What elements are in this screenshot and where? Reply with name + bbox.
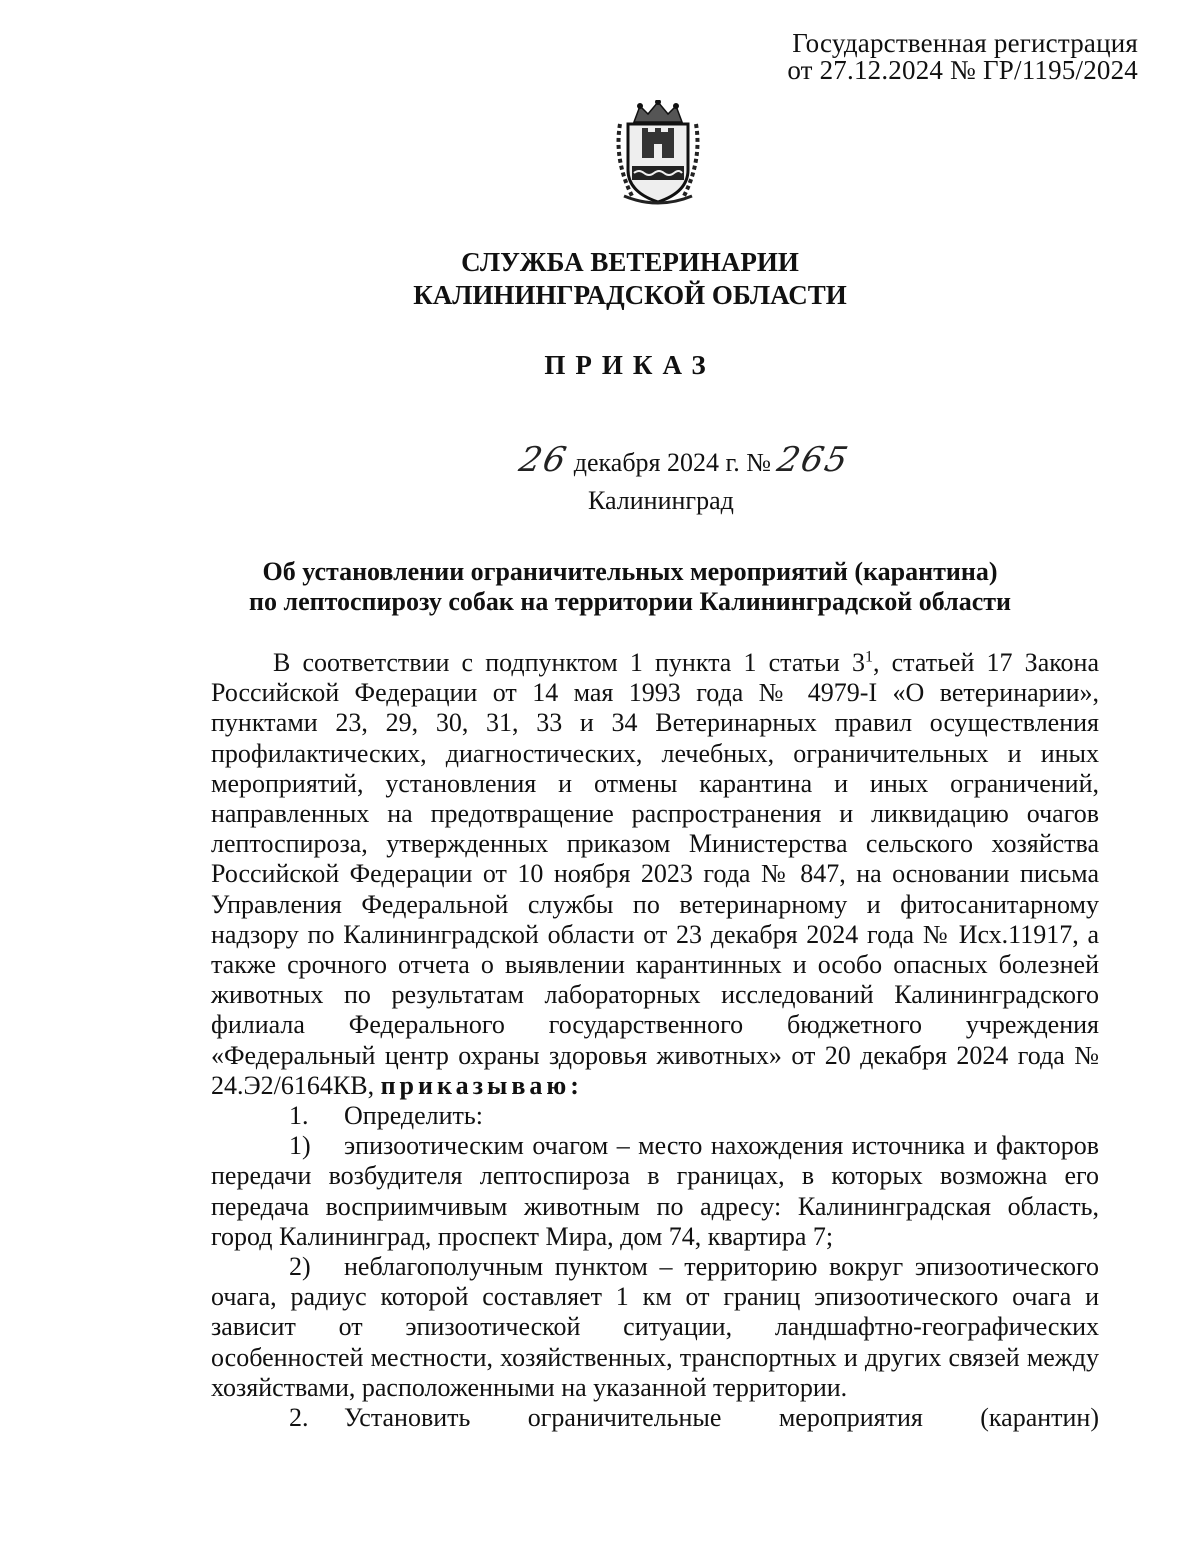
sub-item-1-number: 1) — [289, 1131, 311, 1161]
sub-item-1-text: эпизоотическим очагом – место нахождения источника и факторов передачи возбудителя лептоспироза в границах, в которых возможна его передача восприимчивым животным по адресу: Калининградская область, город Калининград, проспект Мира, дом 74, квартира 7; — [211, 1131, 1099, 1251]
sub-item-1 — [211, 1131, 1099, 1252]
document-title-line-1: Об установлении ограничительных мероприятий (карантина) — [262, 557, 998, 586]
registration-line-2: от 27.12.2024 № ГР/1195/2024 — [787, 55, 1138, 85]
organization-name-line-2: КАЛИНИНГРАДСКОЙ ОБЛАСТИ — [413, 280, 847, 310]
sub-item-2-text: неблагополучным пунктом – территорию вокруг эпизоотического очага, радиус которой составляет 1 км от границ эпизоотического очага и зависит от эпизоотической ситуации, ландшафтно-географических особенностей местности, хозяйственных, транспортных и других связей между хозяйствами, расположенными на указанной территории. — [211, 1252, 1099, 1402]
handwritten-day: 26 — [515, 440, 572, 480]
organization-name — [0, 246, 1200, 312]
item-2-number: 2. — [289, 1403, 309, 1433]
preamble-text-part-1: В соответствии с подпунктом 1 пункта 1 статьи 3 — [273, 648, 865, 677]
document-body — [211, 648, 1099, 1433]
handwritten-order-number: 265 — [773, 440, 853, 480]
order-heading: ПРИКАЗ — [544, 350, 716, 380]
order-date-line — [515, 440, 853, 480]
order-city: Калининград — [588, 486, 734, 515]
preamble-paragraph — [211, 648, 1099, 1101]
document-title-line-2: по лептоспирозу собак на территории Калининградской области — [249, 587, 1011, 616]
registration-line-1: Государственная регистрация — [792, 28, 1138, 58]
item-1-text: Определить: — [344, 1101, 483, 1131]
preamble-superscript: 1 — [864, 648, 873, 666]
kaliningrad-region-coat-of-arms-icon — [612, 100, 704, 206]
sub-item-2-number: 2) — [289, 1252, 311, 1282]
preamble-text-part-2: , статьей 17 Закона Российской Федерации от 14 мая 1993 года № 4979-I «О ветеринарии», пунктами 23, 29, 30, 31, 33 и 34 Ветеринарных правил осуществления профилактических, диагностических, лечебных, ограничительных и иных мероприятий, установления и отмены карантина и иных ограничений, направленных на предотвращение распространения и ликвидацию очагов лептоспироза, утвержденных приказом Министерства сельского хозяйства Российской Федерации от 10 ноября 2023 года № 847, на основании письма Управления Федеральной службы по ветеринарному и фитосанитарному надзору по Калининградской области от 23 декабря 2024 года № Исх.11917, а также срочного отчета о выявлении карантинных и особо опасных болезней животных по результатам лабораторных исследований Калининградского филиала Федерального государственного бюджетного учреждения «Федеральный центр охраны здоровья животных» от 20 декабря 2024 года № 24.Э2/6164КВ, — [211, 648, 1100, 1100]
document-title — [0, 557, 1200, 617]
registration-stamp — [787, 30, 1138, 84]
item-2 — [211, 1403, 1099, 1433]
order-word: приказываю: — [380, 1070, 583, 1100]
order-month-year: декабря 2024 г. № — [573, 448, 772, 477]
sub-item-2 — [211, 1252, 1099, 1403]
item-1-number: 1. — [289, 1101, 309, 1131]
item-2-text: Установить ограничительные мероприятия (карантин) — [344, 1403, 1099, 1433]
item-1 — [211, 1101, 1099, 1131]
organization-name-line-1: СЛУЖБА ВЕТЕРИНАРИИ — [461, 247, 799, 277]
